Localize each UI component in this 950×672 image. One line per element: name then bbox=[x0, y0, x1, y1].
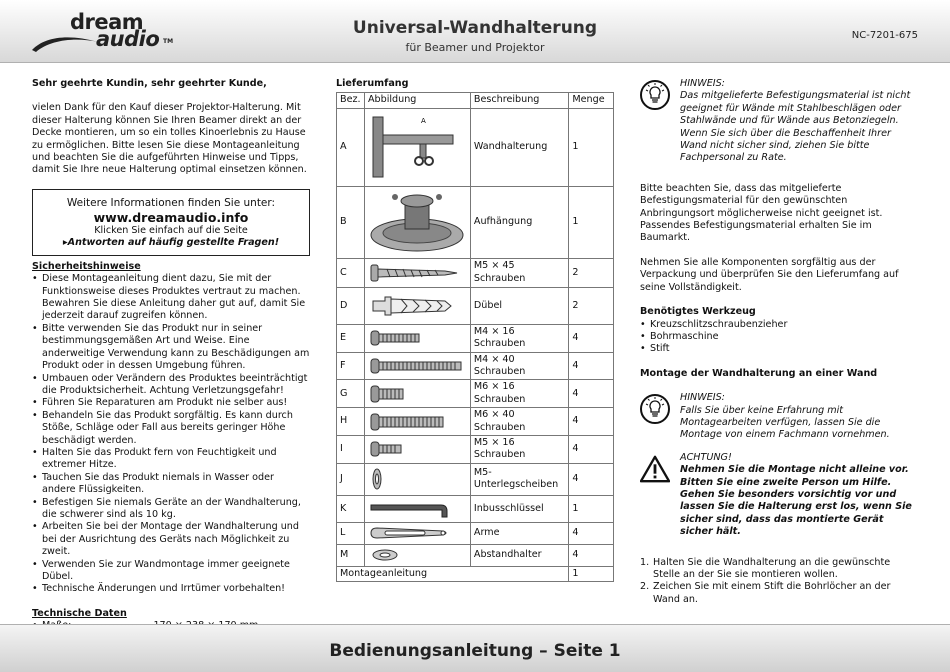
note-text: Das mitgelieferte Befestigungsmaterial ist nicht geeignet für Wände mit Stahlbeschlägen oder Stahlwände und für Wände aus Betonziegeln. Wenn Sie sich über die Beschaffenheit Ihrer Wand nicht sicher sind, ziehen Sie bitte Fachpersonal zu Rate. bbox=[680, 90, 911, 164]
part-quantity: 4 bbox=[569, 522, 614, 544]
part-quantity: 4 bbox=[569, 436, 614, 464]
warning-icon bbox=[640, 454, 670, 484]
short-screw-icon bbox=[365, 384, 469, 404]
part-image-cell bbox=[364, 108, 470, 186]
logo-text-audio: audio bbox=[96, 27, 160, 51]
part-image-cell bbox=[364, 287, 470, 324]
table-row bbox=[337, 566, 614, 581]
list-item: • Bitte verwenden Sie das Produkt nur in seiner bestimmungsgemäßen Art und Weise. Eine anderweitige Verwendung kann zu Beschädigungen am Produkt oder in dessen Umgebung führen. bbox=[32, 323, 310, 373]
table-row bbox=[337, 522, 614, 544]
note-title: HINWEIS: bbox=[680, 392, 725, 404]
row-id: L bbox=[337, 522, 365, 544]
row-id: D bbox=[337, 287, 365, 324]
info-line: Weitere Informationen finden Sie unter: bbox=[66, 196, 276, 209]
row-id: G bbox=[337, 380, 365, 408]
part-image-cell bbox=[364, 408, 470, 436]
row-id: B bbox=[337, 186, 365, 258]
part-image-cell bbox=[364, 324, 470, 352]
warning-title: ACHTUNG! bbox=[680, 451, 732, 463]
list-item: • Führen Sie Reparaturen am Produkt nie selber aus! bbox=[32, 397, 310, 409]
column-header: Menge bbox=[569, 93, 614, 108]
part-image-cell bbox=[364, 186, 470, 258]
list-item: • Befestigen Sie niemals Geräte an der Wandhalterung, die schwerer sind als 10 kg. bbox=[32, 497, 310, 522]
spacer-icon bbox=[365, 547, 469, 563]
step-number: 2. bbox=[640, 581, 650, 593]
part-quantity: 2 bbox=[569, 258, 614, 287]
row-id: M bbox=[337, 544, 365, 566]
table-row bbox=[337, 380, 614, 408]
list-item bbox=[640, 581, 918, 606]
row-id: H bbox=[337, 408, 365, 436]
wall-bracket-icon bbox=[365, 109, 469, 185]
table-row bbox=[337, 258, 614, 287]
part-quantity: 1 bbox=[569, 108, 614, 186]
note-title: HINWEIS: bbox=[680, 78, 725, 89]
column-instructions bbox=[640, 78, 918, 606]
document-title: Universal-Wandhalterung bbox=[352, 18, 598, 38]
safety-list bbox=[32, 273, 310, 596]
list-item: • Stift bbox=[640, 343, 918, 355]
part-description: M5-Unterlegscheiben bbox=[470, 463, 568, 495]
table-row bbox=[337, 287, 614, 324]
part-quantity: 1 bbox=[569, 186, 614, 258]
part-image-cell bbox=[364, 522, 470, 544]
long-screw-icon bbox=[365, 412, 469, 432]
list-item: • Behandeln Sie das Produkt sorgfältig. Es kann durch Stöße, Schläge oder Fall aus bereits geringer Höhe beschädigt werden. bbox=[32, 410, 310, 447]
short-screw-icon bbox=[365, 439, 469, 459]
list-item: • Diese Montageanleitung dient dazu, Sie mit der Funktionsweise dieses Produktes vertraut zu machen. Bewahren Sie diese Anleitung daher gut auf, damit Sie jederzeit darauf zugreifen können. bbox=[32, 273, 310, 323]
part-image-cell bbox=[364, 463, 470, 495]
step-number: 1. bbox=[640, 556, 650, 568]
wall-plug-icon bbox=[365, 291, 469, 321]
table-row bbox=[337, 463, 614, 495]
part-image-cell bbox=[364, 258, 470, 287]
dreamaudio-logo bbox=[30, 12, 180, 56]
note-box bbox=[640, 392, 918, 442]
part-description: M6 × 40 Schrauben bbox=[470, 408, 568, 436]
row-id: K bbox=[337, 495, 365, 522]
arm-icon bbox=[365, 525, 469, 541]
part-description: M6 × 16 Schrauben bbox=[470, 380, 568, 408]
mount-title: Montage der Wandhalterung an einer Wand bbox=[640, 367, 878, 379]
part-image-cell bbox=[364, 352, 470, 380]
parts-title: Lieferumfang bbox=[336, 78, 409, 89]
washer-icon bbox=[365, 466, 469, 492]
table-row bbox=[337, 108, 614, 186]
step-text: Halten Sie die Wandhalterung an die gewünschte Stelle an der Sie sie montieren wollen. bbox=[653, 556, 891, 580]
column-header: Bez. bbox=[337, 93, 365, 108]
logo-swoosh-icon bbox=[30, 32, 100, 54]
row-id: E bbox=[337, 324, 365, 352]
part-image-cell bbox=[364, 495, 470, 522]
part-description: Arme bbox=[470, 522, 568, 544]
list-item: • Halten Sie das Produkt fern von Feuchtigkeit und extremer Hitze. bbox=[32, 447, 310, 472]
lightbulb-icon bbox=[640, 394, 670, 424]
warning-text: Nehmen Sie die Montage nicht alleine vor. Bitten Sie eine zweite Person um Hilfe. Gehen Sie besonders vorsichtig vor und lassen Sie die Halterung erst los, wenn Sie sicher sind, dass das montierte Gerät sicher hält. bbox=[680, 464, 912, 538]
row-id: C bbox=[337, 258, 365, 287]
note-text: Falls Sie über keine Erfahrung mit Montagearbeiten verfügen, lassen Sie die Montage von einem Fachmann vornehmen. bbox=[680, 404, 890, 441]
steps-list bbox=[640, 557, 918, 607]
part-image-cell bbox=[364, 436, 470, 464]
allen-key-icon bbox=[365, 499, 469, 519]
part-quantity: 1 bbox=[569, 495, 614, 522]
logo-text-dream: dream bbox=[70, 10, 144, 34]
tech-title: Technische Daten bbox=[32, 607, 127, 619]
table-row bbox=[337, 436, 614, 464]
table-row bbox=[337, 408, 614, 436]
info-url-link[interactable]: www.dreamaudio.info bbox=[93, 209, 249, 225]
part-description: Dübel bbox=[470, 287, 568, 324]
part-description: M5 × 16 Schrauben bbox=[470, 436, 568, 464]
logo-trademark: TM bbox=[163, 38, 174, 45]
safety-title: Sicherheitshinweise bbox=[32, 260, 141, 272]
paragraph: Bitte beachten Sie, dass das mitgelieferte Befestigungsmaterial für den gewünschten Anbringungsort möglicherweise nicht geeignet ist. Passendes Befestigungsmaterial erhalten Sie im Baumarkt. bbox=[640, 182, 883, 244]
part-quantity: 1 bbox=[569, 566, 614, 581]
document-subtitle: für Beamer und Projektor bbox=[405, 41, 545, 54]
parts-table bbox=[336, 92, 614, 582]
part-description: Wandhalterung bbox=[470, 108, 568, 186]
faq-link[interactable]: ▸Antworten auf häufig gestellte Fragen! bbox=[62, 236, 280, 248]
row-id: F bbox=[337, 352, 365, 380]
part-description: Aufhängung bbox=[470, 186, 568, 258]
part-quantity: 4 bbox=[569, 352, 614, 380]
part-quantity: 4 bbox=[569, 463, 614, 495]
table-row bbox=[337, 352, 614, 380]
table-row bbox=[337, 544, 614, 566]
page-header bbox=[0, 0, 950, 63]
tools-title: Benötigtes Werkzeug bbox=[640, 306, 756, 318]
list-item: • Kreuzschlitzschraubenzieher bbox=[640, 319, 918, 331]
part-quantity: 4 bbox=[569, 380, 614, 408]
part-quantity: 4 bbox=[569, 324, 614, 352]
part-image-cell bbox=[364, 544, 470, 566]
part-description: M4 × 40 Schrauben bbox=[470, 352, 568, 380]
page-footer bbox=[0, 624, 950, 672]
warning-box bbox=[640, 452, 918, 539]
list-item: • Tauchen Sie das Produkt niemals in Wasser oder andere Flüssigkeiten. bbox=[32, 472, 310, 497]
part-description: M4 × 16 Schrauben bbox=[470, 324, 568, 352]
table-row bbox=[337, 324, 614, 352]
part-quantity: 4 bbox=[569, 408, 614, 436]
list-item: • Technische Änderungen und Irrtümer vorbehalten! bbox=[32, 583, 310, 595]
note-box bbox=[640, 78, 918, 165]
table-row bbox=[337, 495, 614, 522]
product-code: NC-7201-675 bbox=[851, 30, 918, 41]
part-marker: A bbox=[421, 117, 427, 126]
column-header: Beschreibung bbox=[470, 93, 568, 108]
column-parts bbox=[336, 78, 614, 582]
part-quantity: 4 bbox=[569, 544, 614, 566]
long-screw-icon bbox=[365, 356, 469, 376]
tools-list bbox=[640, 319, 918, 356]
list-item: • Arbeiten Sie bei der Montage der Wandhalterung und bei der Ausrichtung des Geräts nach Möglichkeit zu zweit. bbox=[32, 521, 310, 558]
footer-title: Bedienungsanleitung – Seite 1 bbox=[329, 641, 621, 661]
wood-screw-icon bbox=[365, 262, 469, 284]
part-description: Abstandhalter bbox=[470, 544, 568, 566]
short-screw-icon bbox=[365, 328, 469, 348]
list-item bbox=[640, 557, 918, 582]
info-box bbox=[32, 189, 310, 256]
part-description: M5 × 45 Schrauben bbox=[470, 258, 568, 287]
row-id: I bbox=[337, 436, 365, 464]
ceiling-mount-icon bbox=[365, 187, 469, 257]
table-header-row bbox=[337, 93, 614, 108]
column-header: Abbildung bbox=[364, 93, 470, 108]
row-id: J bbox=[337, 463, 365, 495]
list-item: • Umbauen oder Verändern des Produktes beeinträchtigt die Produktsicherheit. Achtung Verletzungsgefahr! bbox=[32, 373, 310, 398]
list-item: • Verwenden Sie zur Wandmontage immer geeignete Dübel. bbox=[32, 559, 310, 584]
paragraph: Nehmen Sie alle Komponenten sorgfältig aus der Verpackung und überprüfen Sie den Lieferumfang auf seine Vollständigkeit. bbox=[640, 256, 899, 293]
column-intro bbox=[32, 78, 310, 670]
part-description: Inbusschlüssel bbox=[470, 495, 568, 522]
info-line: Klicken Sie einfach auf die Seite bbox=[94, 224, 248, 236]
part-quantity: 2 bbox=[569, 287, 614, 324]
list-item: • Bohrmaschine bbox=[640, 331, 918, 343]
part-description: Montageanleitung bbox=[337, 566, 569, 581]
row-id: A bbox=[337, 108, 365, 186]
lightbulb-icon bbox=[640, 80, 670, 110]
intro-paragraph: vielen Dank für den Kauf dieser Projektor-Halterung. Mit dieser Halterung können Sie Ihren Beamer direkt an der Decke montieren, um so ein tolles Kinoerlebnis zu Hause zu ermöglichen. Bitte lesen Sie diese Montageanleitung und beachten Sie die aufgeführten Hinweise und Tipps, damit Sie Ihre neue Halterung optimal einsetzen können. bbox=[32, 102, 307, 176]
step-text: Zeichen Sie mit einem Stift die Bohrlöcher an der Wand an. bbox=[653, 581, 891, 605]
greeting: Sehr geehrte Kundin, sehr geehrter Kunde, bbox=[32, 78, 267, 89]
part-image-cell bbox=[364, 380, 470, 408]
table-row bbox=[337, 186, 614, 258]
